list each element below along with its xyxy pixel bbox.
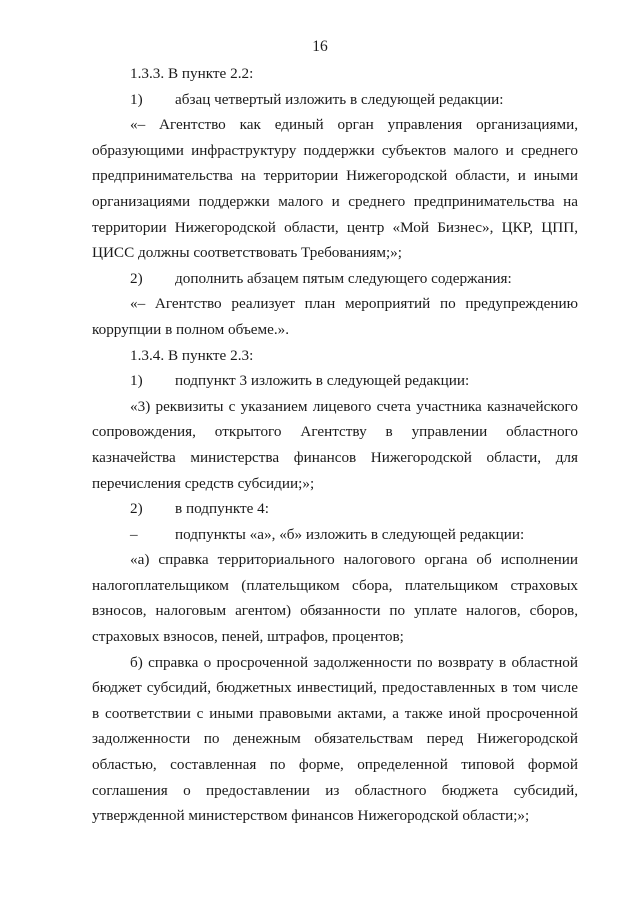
- list-item-dash: [92, 522, 578, 548]
- list-marker: 2): [130, 269, 143, 287]
- list-item-1: [92, 87, 578, 113]
- list-item-text: подпункт 3 изложить в следующей редакции:: [175, 372, 470, 390]
- paragraph-requisites: «3) реквизиты с указанием лицевого счета участника казначейского сопровождения, открытого Агентству в управлении областного казначейства министерства финансов Нижегородской области, для перечисления средств субсидии;»;: [92, 397, 578, 492]
- list-marker: –: [130, 525, 138, 543]
- document-body: [92, 61, 578, 829]
- page-number: 16: [312, 38, 328, 55]
- paragraph-tax-certificate: «а) справка территориального налогового органа об исполнении налогоплательщиком (плательщиком сбора, плательщиком страховых взносов, налоговым агентом) обязанности по уплате налогов, сборов, страховых взносов, пеней, штрафов, процентов;: [92, 551, 578, 646]
- section-heading-1-3-4: 1.3.4. В пункте 2.3:: [130, 346, 254, 364]
- list-marker: 1): [130, 90, 143, 108]
- list-item-text: подпункты «а», «б» изложить в следующей редакции:: [175, 525, 525, 543]
- paragraph-debt-certificate: б) справка о просроченной задолженности по возврату в областной бюджет субсидий, бюджетных инвестиций, предоставленных в том числе в соответствии с иными правовыми актами, а также иной просроченной задолженности по денежным обязательствам перед Нижегородской областью, составленная по форме, определенной типовой формой соглашения о предоставлении из областного бюджета субсидий, утвержденной министерством финансов Нижегородской области;»;: [92, 653, 578, 825]
- list-marker: 1): [130, 372, 143, 390]
- list-item-4: [92, 496, 578, 522]
- paragraph-anticorruption: «– Агентство реализует план мероприятий по предупреждению коррупции в полном объеме.».: [92, 295, 578, 338]
- section-heading-1-3-3: 1.3.3. В пункте 2.2:: [130, 65, 254, 82]
- list-item-2: [92, 266, 578, 292]
- list-item-3: [92, 368, 578, 394]
- list-item-text: в подпункте 4:: [175, 500, 269, 518]
- list-marker: 2): [130, 500, 143, 518]
- list-item-text: абзац четвертый изложить в следующей редакции:: [175, 90, 504, 108]
- list-item-text: дополнить абзацем пятым следующего содержания:: [175, 269, 512, 287]
- paragraph-agency-requirements: «– Агентство как единый орган управления организациями, образующими инфраструктуру поддержки субъектов малого и среднего предпринимательства на территории Нижегородской области, и иными организациями поддержки малого и среднего предпринимательства на территории Нижегородской области, центр «Мой Бизнес», ЦКР, ЦПП, ЦИСС должны соответствовать Требованиям;»;: [92, 116, 578, 262]
